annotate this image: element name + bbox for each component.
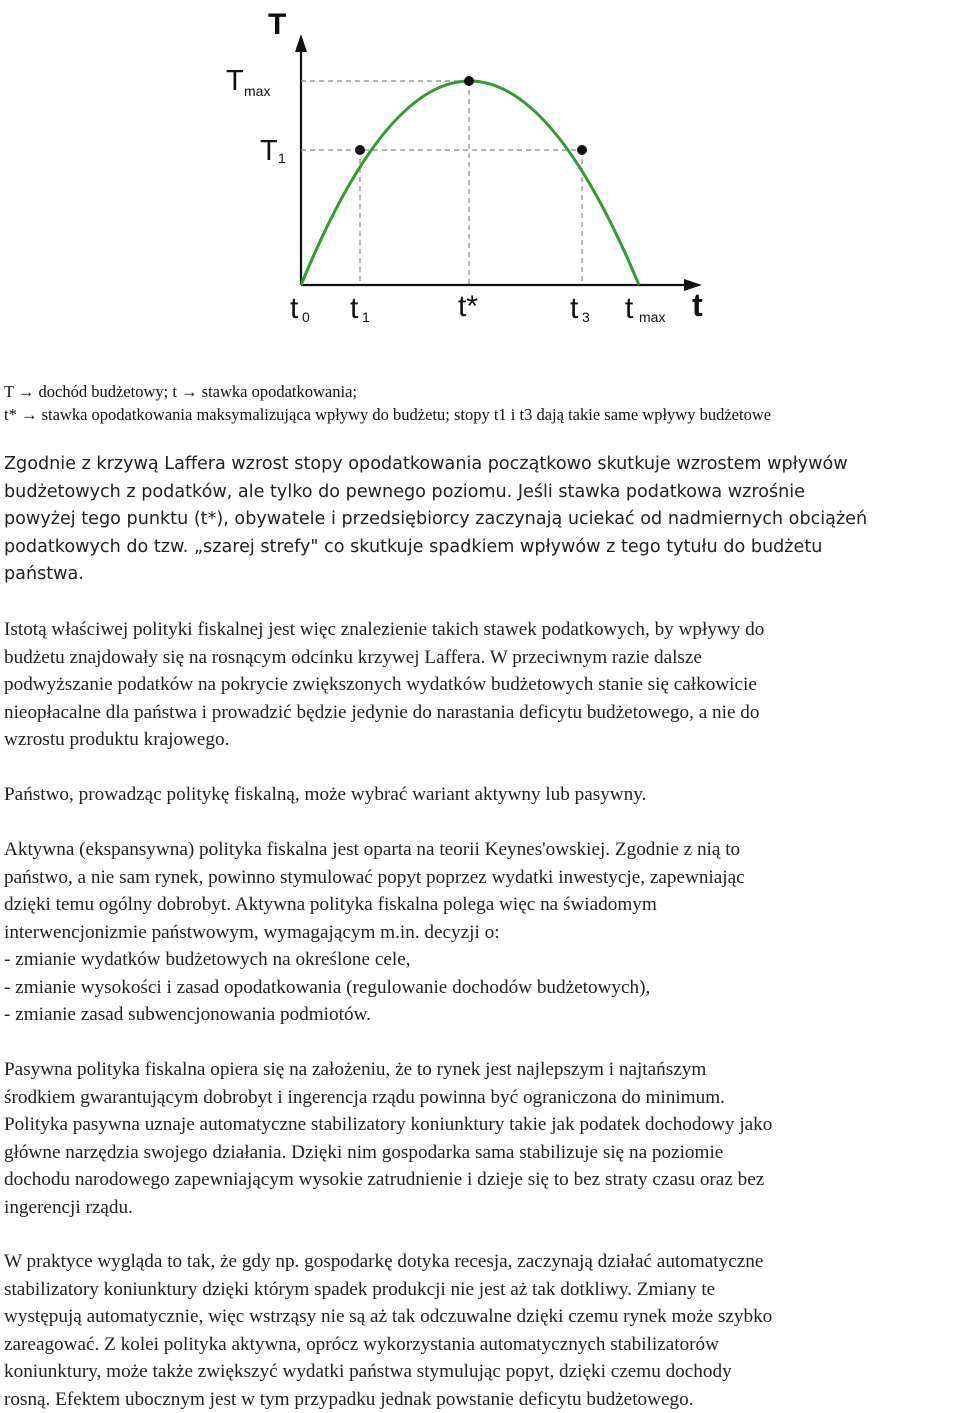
point-t-star: [464, 76, 474, 86]
laffer-curve-svg: [226, 0, 742, 330]
t1-y-subscript: 1: [278, 150, 286, 166]
point-t1: [355, 145, 365, 155]
x-axis-label: t: [692, 287, 703, 323]
x-label-t0: t: [290, 292, 299, 325]
paragraph-active-policy: Aktywna (ekspansywna) polityka fiskalna jest oparta na teorii Keynes'owskiej. Zgodnie z nią to państwo, a nie sam rynek, powinno stymulować popyt poprzez wydatki inwestycje, zapewniając dzięki temu ogólny dobrobyt. Aktywna polityka fiskalna polega więc na świadomym interwencjonizmie państwowym, wymagającym m.in. decyzji o: - zmianie wydatków budżetowych na określone cele, - zmianie wysokości i zasad opodatkowania (regulowanie dochodów budżetowych), - zmianie zasad subwencjonowania podmiotów.: [4, 839, 745, 1025]
y-axis-arrow: [295, 34, 307, 52]
laffer-curve-figure: [226, 0, 742, 330]
paragraph-in-practice: W praktyce wygląda to tak, że gdy np. gospodarkę dotyka recesja, zaczynają działać automatyczne stabilizatory koniunktury dzięki którym spadek produkcji nie jest aż tak dotkliwy. Zmiany te występują automatycznie, więc wstrząsy nie są aż tak odczuwalne dzięki czemu rynek może szybko zareagować. Z kolei polityka aktywna, oprócz wykorzystania automatycznych stabilizatorów koniunktury, może także zwiększyć wydatki państwa stymulując popyt, dzięki czemu dochody rosną. Efektem ubocznym jest w tym przypadku jednak powstanie deficytu budżetowego.: [4, 1251, 773, 1410]
x-label-t-star: t*: [458, 290, 479, 323]
t-max-subscript: max: [244, 83, 271, 99]
x-label-t-max-subscript: max: [639, 309, 666, 325]
x-label-t0-subscript: 0: [302, 309, 310, 325]
dashed-guides: [301, 81, 582, 285]
paragraph-laffer-explanation: Zgodnie z krzywą Laffera wzrost stopy opodatkowania początkowo skutkuje wzrostem wpływów budżetowych z podatków, ale tylko do pewnego poziomu. Jeśli stawka podatkowa wzrośnie powyżej tego punktu (t*), obywatele i przedsiębiorcy zaczynają uciekać od nadmiernych obciążeń podatkowych do tzw. „szarej strefy" co skutkuje spadkiem wpływów z tego tytułu do budżetu państwa.: [4, 454, 868, 584]
x-label-t-max: t: [625, 292, 634, 325]
caption-line-1: T → dochód budżetowy; t → stawka opodatkowania;: [4, 382, 358, 401]
x-label-t1-subscript: 1: [362, 309, 370, 325]
y-axis-label: T: [268, 8, 287, 41]
x-label-t3-subscript: 3: [582, 309, 590, 325]
paragraph-fiscal-policy-essence: Istotą właściwej polityki fiskalnej jest więc znalezienie takich stawek podatkowych, by wpływy do budżetu znajdowały się na rosnącym odcinku krzywej Laffera. W przeciwnym razie dalsze podwyższanie podatków na pokrycie zwiększonych wydatków budżetowych stanie się całkowicie nieopłacalne dla państwa i prowadzić będzie jedynie do narastania deficytu budżetowego, a nie do wzrostu produktu krajowego.: [4, 619, 765, 750]
x-label-t3: t: [570, 292, 579, 325]
paragraph-passive-policy: Pasywna polityka fiskalna opiera się na założeniu, że to rynek jest najlepszym i najtańszym środkiem gwarantującym dobrobyt i ingerencja rządu powinna być ograniczona do minimum. Polityka pasywna uznaje automatyczne stabilizatory koniunktury takie jak podatek dochodowy jako główne narzędzia swojego działania. Dzięki nim gospodarka sama stabilizuje się na poziomie dochodu narodowego zapewniającym wysokie zatrudnienie i dzieje się to bez straty czasu oraz bez ingerencji rządu.: [4, 1059, 773, 1218]
caption-line-2: t* → stawka opodatkowania maksymalizująca wpływy do budżetu; stopy t1 i t3 dają takie same wpływy budżetowe: [4, 405, 772, 424]
point-t3: [577, 145, 587, 155]
x-label-t1: t: [350, 292, 359, 325]
t1-y-label: T: [260, 135, 278, 167]
paragraph-policy-variants: Państwo, prowadząc politykę fiskalną, może wybrać wariant aktywny lub pasywny.: [4, 784, 647, 805]
t-max-label: T: [226, 65, 244, 97]
laffer-curve-line: [301, 81, 639, 285]
